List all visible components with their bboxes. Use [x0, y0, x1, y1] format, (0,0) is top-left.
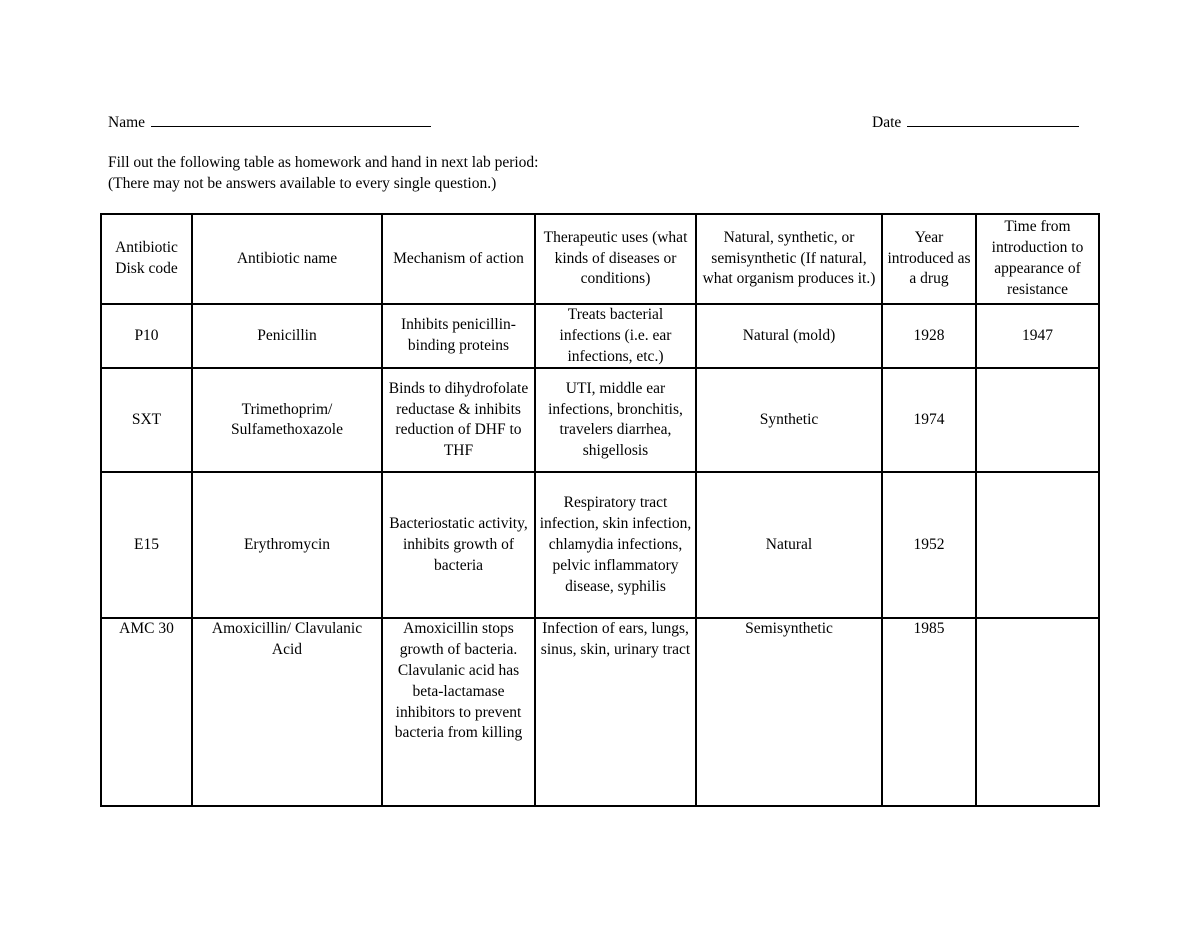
- table-cell: Amoxicillin stops growth of bacteria. Clavulanic acid has beta-lactamase inhibitors to prevent bacteria from killing: [382, 618, 535, 806]
- instructions-line-2: (There may not be answers available to every single question.): [108, 175, 497, 192]
- column-header: Therapeutic uses (what kinds of diseases or conditions): [535, 214, 696, 304]
- table-header-row: [101, 214, 1099, 304]
- table-cell: Binds to dihydrofolate reductase & inhibits reduction of DHF to THF: [382, 368, 535, 472]
- table-cell: Natural: [696, 472, 882, 618]
- date-label: Date: [872, 114, 902, 131]
- column-header: Natural, synthetic, or semisynthetic (If natural, what organism produces it.): [696, 214, 882, 304]
- table-row: [101, 618, 1099, 806]
- table-cell: Treats bacterial infections (i.e. ear infections, etc.): [535, 304, 696, 368]
- table-cell: SXT: [101, 368, 192, 472]
- table-cell: 1928: [882, 304, 976, 368]
- table-cell: Infection of ears, lungs, sinus, skin, urinary tract: [535, 618, 696, 806]
- instructions: [108, 152, 538, 194]
- table-row: [101, 368, 1099, 472]
- table-cell: P10: [101, 304, 192, 368]
- column-header: Antibiotic Disk code: [101, 214, 192, 304]
- table-cell: Trimethoprim/ Sulfamethoxazole: [192, 368, 382, 472]
- table-cell: Amoxicillin/ Clavulanic Acid: [192, 618, 382, 806]
- column-header: Time from introduction to appearance of resistance: [976, 214, 1099, 304]
- date-blank[interactable]: [907, 110, 1079, 127]
- table-cell: [976, 368, 1099, 472]
- name-field-line: [108, 110, 431, 132]
- table-cell: Synthetic: [696, 368, 882, 472]
- table-cell: Inhibits penicillin-binding proteins: [382, 304, 535, 368]
- table-cell: Bacteriostatic activity, inhibits growth of bacteria: [382, 472, 535, 618]
- table-cell: Respiratory tract infection, skin infection, chlamydia infections, pelvic inflammatory disease, syphilis: [535, 472, 696, 618]
- table-row: [101, 304, 1099, 368]
- antibiotic-table: [100, 213, 1100, 807]
- table-row: [101, 472, 1099, 618]
- column-header: Antibiotic name: [192, 214, 382, 304]
- table-cell: 1985: [882, 618, 976, 806]
- table-cell: Erythromycin: [192, 472, 382, 618]
- table-cell: 1952: [882, 472, 976, 618]
- date-field-line: [872, 110, 1079, 132]
- table-cell: UTI, middle ear infections, bronchitis, travelers diarrhea, shigellosis: [535, 368, 696, 472]
- table-cell: 1947: [976, 304, 1099, 368]
- column-header: Mechanism of action: [382, 214, 535, 304]
- table-cell: Natural (mold): [696, 304, 882, 368]
- name-blank[interactable]: [151, 110, 431, 127]
- table-cell: AMC 30: [101, 618, 192, 806]
- table-cell: Semisynthetic: [696, 618, 882, 806]
- table-cell: [976, 472, 1099, 618]
- name-label: Name: [108, 114, 146, 131]
- table-cell: Penicillin: [192, 304, 382, 368]
- table-cell: 1974: [882, 368, 976, 472]
- column-header: Year introduced as a drug: [882, 214, 976, 304]
- table-cell: [976, 618, 1099, 806]
- table-cell: E15: [101, 472, 192, 618]
- instructions-line-1: Fill out the following table as homework and hand in next lab period:: [108, 154, 539, 171]
